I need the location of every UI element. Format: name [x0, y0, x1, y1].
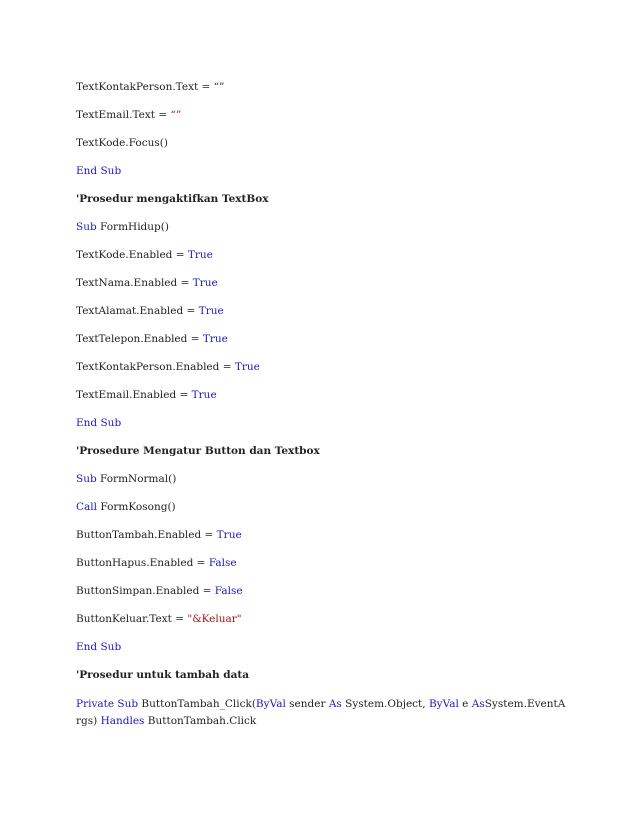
code-token: TextKontakPerson.Enabled = [76, 361, 235, 373]
code-line [76, 500, 566, 528]
code-line [76, 556, 566, 584]
code-token: 'Prosedur mengaktifkan TextBox [76, 193, 269, 205]
code-token: 'Prosedure Mengatur Button dan Textbox [76, 445, 320, 457]
keyword-token: Private Sub [76, 698, 139, 710]
code-token: TextKode.Enabled = [76, 249, 188, 261]
code-token: FormKosong() [97, 501, 176, 513]
code-token: ButtonTambah.Enabled = [76, 529, 217, 541]
keyword-token: ByVal [255, 698, 286, 710]
keyword-token: End Sub [76, 417, 122, 429]
code-line [76, 164, 566, 192]
keyword-token: End Sub [76, 641, 122, 653]
keyword-token: As [328, 698, 342, 710]
code-token: System.EventArgs) [76, 698, 566, 727]
keyword-token: End Sub [76, 165, 122, 177]
keyword-token: True [187, 249, 213, 261]
code-token: ButtonKeluar.Text = [76, 613, 188, 625]
code-line [76, 584, 566, 612]
code-line [76, 416, 566, 444]
comment-line [76, 192, 566, 220]
keyword-token: Sub [76, 221, 97, 233]
code-token: TextAlamat.Enabled = [76, 305, 199, 317]
code-token: TextKode.Focus() [76, 137, 168, 149]
code-line [76, 304, 566, 332]
keyword-token: As [471, 698, 485, 710]
code-token: TextNama.Enabled = [76, 277, 193, 289]
code-token: ButtonTambah_Click( [138, 698, 256, 710]
code-token: FormHidup() [96, 221, 169, 233]
code-token: ButtonTambah.Click [144, 715, 257, 727]
code-line [76, 220, 566, 248]
code-line [76, 360, 566, 388]
keyword-token: True [202, 333, 228, 345]
code-line [76, 80, 566, 108]
code-token: ButtonSimpan.Enabled = [76, 585, 215, 597]
code-line [76, 136, 566, 164]
code-line [76, 332, 566, 360]
code-token: e [458, 698, 472, 710]
code-line [76, 472, 566, 500]
keyword-token: Sub [76, 473, 97, 485]
keyword-token: True [198, 305, 224, 317]
comment-line [76, 444, 566, 472]
code-listing [76, 80, 566, 730]
comment-line [76, 668, 566, 696]
keyword-token: False [208, 557, 237, 569]
code-token: TextEmail.Text = [76, 109, 171, 121]
code-token: 'Prosedur untuk tambah data [76, 669, 250, 681]
code-token: TextKontakPerson.Text = “” [76, 81, 225, 93]
code-line [76, 528, 566, 556]
keyword-token: False [214, 585, 243, 597]
code-token: ButtonHapus.Enabled = [76, 557, 209, 569]
code-token: TextTelepon.Enabled = [76, 333, 203, 345]
keyword-token: ByVal [428, 698, 459, 710]
code-line [76, 248, 566, 276]
string-token: "&Keluar" [187, 613, 242, 625]
code-line [76, 696, 566, 730]
keyword-token: True [234, 361, 260, 373]
code-token: System.Object, [341, 698, 429, 710]
string-token: “” [170, 109, 182, 121]
keyword-token: True [192, 277, 218, 289]
code-token: TextEmail.Enabled = [76, 389, 192, 401]
keyword-token: True [191, 389, 217, 401]
keyword-token: True [216, 529, 242, 541]
keyword-token: Handles [100, 715, 145, 727]
code-line [76, 640, 566, 668]
code-line [76, 108, 566, 136]
code-line [76, 276, 566, 304]
keyword-token: Call [76, 501, 98, 513]
code-line [76, 388, 566, 416]
code-token: FormNormal() [96, 473, 177, 485]
code-token: sender [285, 698, 329, 710]
code-line [76, 612, 566, 640]
